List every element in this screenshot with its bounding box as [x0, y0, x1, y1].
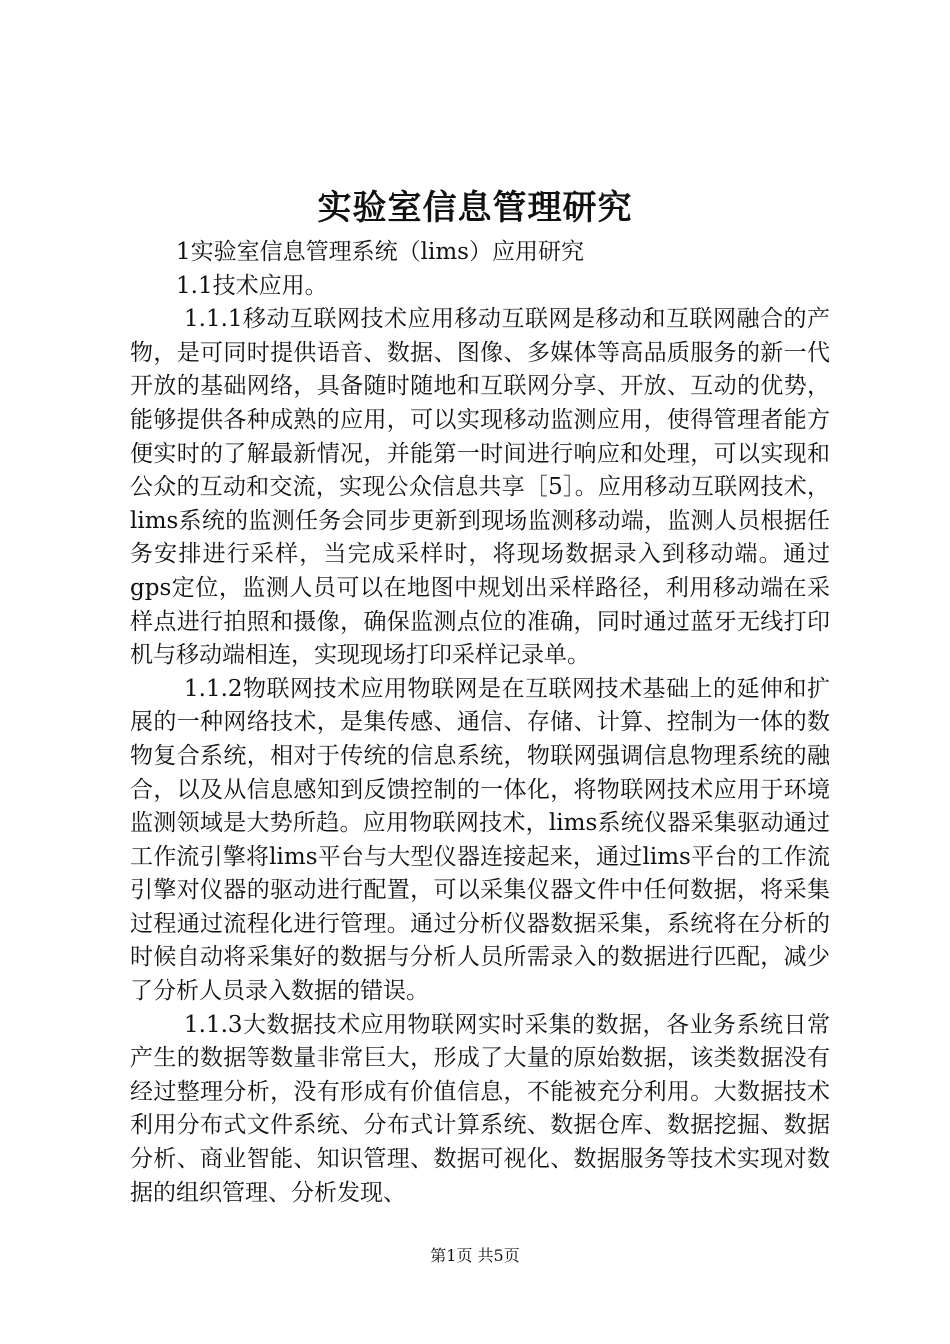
page-number-footer: 第1页 共5页 [430, 1246, 520, 1265]
document-title: 实验室信息管理研究 [317, 188, 633, 228]
paragraph-big-data: 1.1.3大数据技术应用物联网实时采集的数据，各业务系统日常产生的数据等数量非常巨大，形成了大量的原始数据，该类数据没有经过整理分析，没有形成有价值信息，不能被充分利用。大数据技术利用分布式文件系统、分布式计算系统、数据仓库、数据挖掘、数据分析、商业智能、知识管理、数据可视化、数据服务等技术实现对数据的组织管理、分析发现、 [130, 1011, 830, 1206]
section-heading: 1实验室信息管理系统（lims）应用研究 [176, 239, 584, 265]
paragraph-iot: 1.1.2物联网技术应用物联网是在互联网技术基础上的延伸和扩展的一种网络技术，是集传感、通信、存储、计算、控制为一体的数物复合系统，相对于传统的信息系统，物联网强调信息物理系统的融合，以及从信息感知到反馈控制的一体化，将物联网技术应用于环境监测领域是大势所趋。应用物联网技术，lims系统仪器采集驱动通过工作流引擎将lims平台与大型仪器连接起来，通过lims平台的工作流引擎对仪器的驱动进行配置，可以采集仪器文件中任何数据，将采集过程通过流程化进行管理。通过分析仪器数据采集，系统将在分析的时候自动将采集好的数据与分析人员所需录入的数据进行匹配，减少了分析人员录入数据的错误。 [130, 675, 830, 1005]
subsection-heading: 1.1技术应用。 [176, 272, 328, 299]
document-body [130, 236, 830, 1210]
paragraph-mobile-internet: 1.1.1移动互联网技术应用移动互联网是移动和互联网融合的产物，是可同时提供语音、数据、图像、多媒体等高品质服务的新一代开放的基础网络，具备随时随地和互联网分享、开放、互动的优势，能够提供各种成熟的应用，可以实现移动监测应用，使得管理者能方便实时的了解最新情况，并能第一时间进行响应和处理，可以实现和公众的互动和交流，实现公众信息共享［5］。应用移动互联网技术，lims系统的监测任务会同步更新到现场监测移动端，监测人员根据任务安排进行采样，当完成采样时，将现场数据录入到移动端。通过gps定位，监测人员可以在地图中规划出采样路径，利用移动端在采样点进行拍照和摄像，确保监测点位的准确，同时通过蓝牙无线打印机与移动端相连，实现现场打印采样记录单。 [130, 306, 830, 669]
